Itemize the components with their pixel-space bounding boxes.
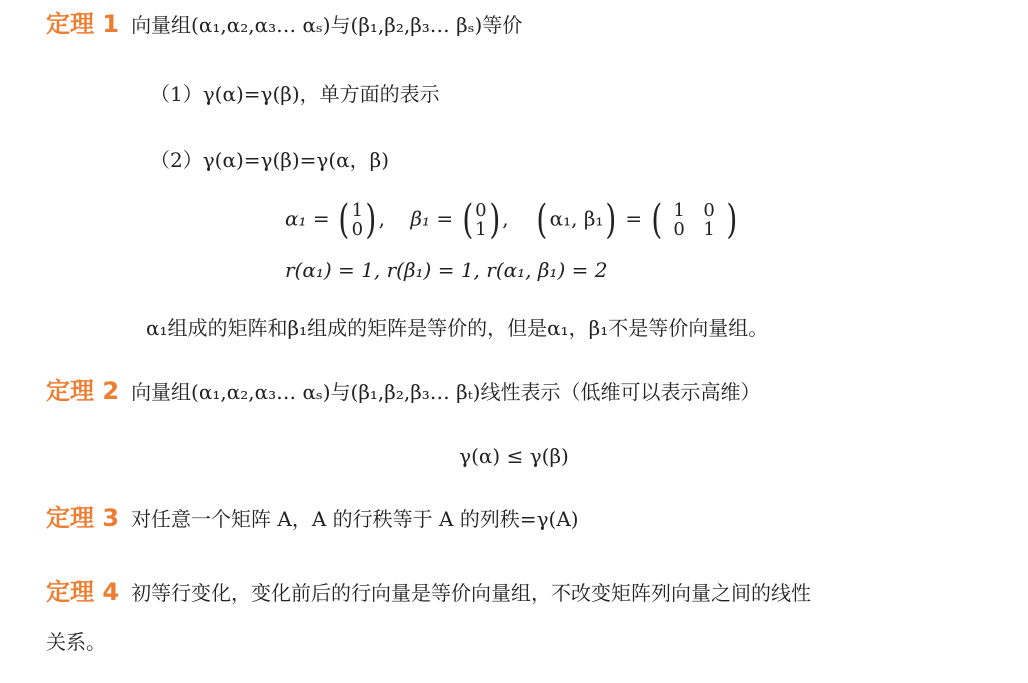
inequality: γ(α) ≤ γ(β) (459, 444, 569, 468)
example-vectors: α₁ = ( 1 0) , β₁ = ( 0 1) , ( α₁, β₁) = ( 1 0 0 1 ) (285, 197, 738, 243)
theorem-4-continuation: 关系。 (46, 630, 106, 654)
identity-matrix: 1 0 0 1 (673, 200, 715, 240)
item-1: （1）γ(α)=γ(β)，单方面的表示 (150, 82, 440, 106)
theorem-statement: 向量组(α₁,α₂,α₃… αₛ)与(β₁,β₂,β₃… βₜ)线性表示（低维可以表示高维） (131, 380, 761, 404)
theorem-3 (46, 504, 579, 533)
theorem-statement: 向量组(α₁,α₂,α₃… αₛ)与(β₁,β₂,β₃… βₛ)等价 (131, 13, 523, 37)
alpha1-vector: 1 0 (351, 200, 364, 240)
theorem-1 (46, 10, 522, 39)
theorem-label: 定理 3 (46, 504, 120, 532)
theorem-label: 定理 1 (46, 10, 120, 38)
item-2: （2）γ(α)=γ(β)=γ(α，β) (150, 148, 390, 172)
pair-label: α₁, β₁ (549, 206, 604, 231)
theorem-statement: 初等行变化，变化前后的行向量是等价向量组，不改变矩阵列向量之间的线性 (131, 581, 812, 605)
theorem-label: 定理 2 (46, 377, 120, 405)
theorem-label: 定理 4 (46, 578, 120, 606)
theorem-statement: 对任意一个矩阵 A，A 的行秩等于 A 的列秩=γ(A) (131, 507, 579, 531)
alpha1-label: α₁ = (285, 206, 330, 231)
theorem-2 (46, 377, 760, 406)
beta1-vector: 0 1 (475, 200, 487, 240)
rank-equations: r(α₁) = 1, r(β₁) = 1, r(α₁, β₁) = 2 (285, 258, 608, 282)
theorem-4 (46, 578, 811, 607)
note: α₁组成的矩阵和β₁组成的矩阵是等价的，但是α₁，β₁不是等价向量组。 (146, 316, 769, 340)
beta1-label: β₁ = (410, 206, 454, 231)
